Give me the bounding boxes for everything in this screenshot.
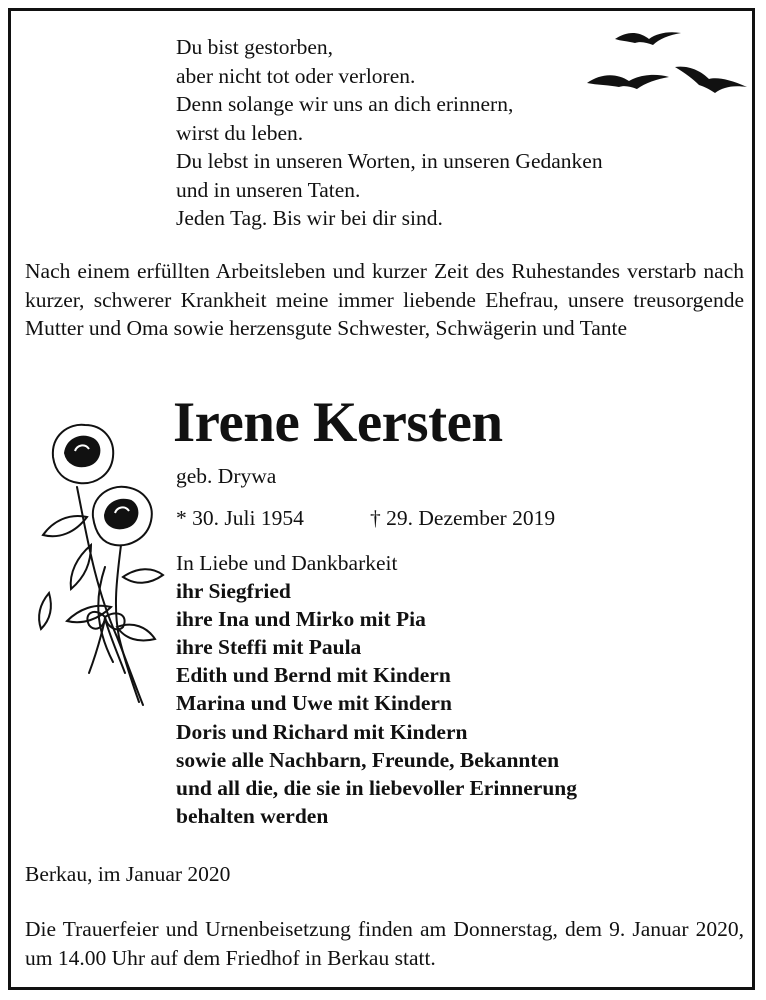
- mourner-line: ihre Ina und Mirko mit Pia: [176, 607, 426, 632]
- funeral-notice: Die Trauerfeier und Urnenbeisetzung finden am Donnerstag, dem 9. Januar 2020, um 14.00 Uhr auf dem Friedhof in Berkau statt.: [25, 917, 744, 970]
- poem-line: aber nicht tot oder verloren.: [176, 63, 416, 88]
- life-dates: [176, 505, 556, 531]
- deceased-name: Irene Kersten: [173, 391, 503, 454]
- mourner-line: Marina und Uwe mit Kindern: [176, 691, 452, 716]
- mourner-line: behalten werden: [176, 803, 329, 828]
- death-date: † 29. Dezember 2019: [370, 506, 556, 530]
- poem-line: Du lebst in unseren Worten, in unseren Gedanken: [176, 149, 603, 173]
- mourner-line: ihre Steffi mit Paula: [176, 635, 362, 660]
- mourner-line: sowie alle Nachbarn, Freunde, Bekannten: [176, 747, 560, 772]
- place-and-date: Berkau, im Januar 2020: [25, 862, 231, 886]
- birth-name: geb. Drywa: [176, 464, 277, 488]
- mourners-lead: In Liebe und Dankbarkeit: [176, 551, 398, 575]
- poem-line: und in unseren Taten.: [176, 177, 361, 202]
- poem-line: Jeden Tag. Bis wir bei dir sind.: [176, 206, 443, 230]
- mourners-list: [176, 549, 736, 830]
- mourner-line: ihr Siegfried: [176, 579, 291, 604]
- birth-date: * 30. Juli 1954: [176, 506, 304, 530]
- poem-line: wirst du leben.: [176, 120, 304, 145]
- rose-icon: [25, 417, 170, 712]
- obituary-notice: [8, 8, 755, 990]
- mourner-line: Edith und Bernd mit Kindern: [176, 663, 451, 688]
- poem-line: Denn solange wir uns an dich erinnern,: [176, 92, 514, 116]
- poem-line: Du bist gestorben,: [176, 35, 334, 59]
- mourner-line: Doris und Richard mit Kindern: [176, 719, 468, 744]
- mourner-line: und all die, die sie in liebevoller Erinnerung: [176, 775, 577, 800]
- intro-paragraph: Nach einem erfüllten Arbeitsleben und kurzer Zeit des Ruhestandes verstarb nach kurzer, schwerer Krankheit meine immer liebende Ehefrau, unsere treusorgende Mutter und Oma sowie herzensgute Schwester, Schwägerin und Tante: [25, 259, 744, 341]
- birds-icon: [577, 21, 752, 101]
